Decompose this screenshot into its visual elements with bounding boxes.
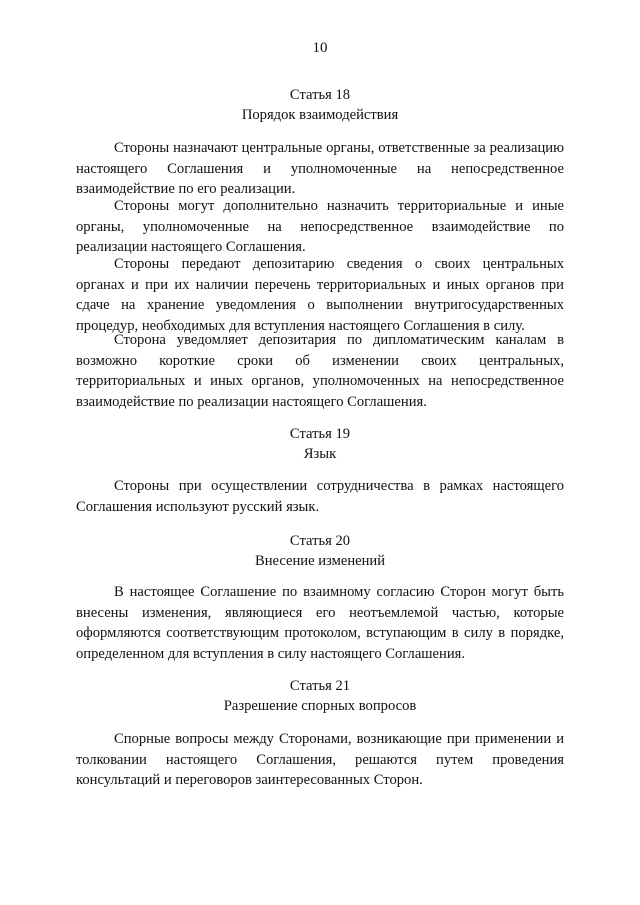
article-number: Статья 19	[289, 426, 351, 442]
article-title: Разрешение спорных вопросов	[223, 698, 417, 714]
article-number: Статья 18	[289, 87, 351, 103]
article-19-heading	[0, 424, 640, 464]
article-20-heading	[0, 531, 640, 571]
article-number: Статья 21	[289, 678, 351, 694]
article-19-paragraph-1: Стороны при осуществлении сотрудничества в рамках настоящего Соглашения используют русский язык.	[76, 478, 564, 515]
article-18-paragraph-1: Стороны назначают центральные органы, ответственные за реализацию настоящего Соглашения и уполномоченные на непосредственное взаимодействие по его реализации.	[76, 140, 564, 198]
article-18-paragraph-3: Стороны передают депозитарию сведения о своих центральных органах и при их наличии перечень территориальных и иных органов при сдаче на хранение уведомления о выполнении внутригосударственных процедур, необходимых для вступления настоящего Соглашения в силу.	[76, 256, 564, 334]
article-number: Статья 20	[289, 533, 351, 549]
article-20-paragraph-1: В настоящее Соглашение по взаимному согласию Сторон могут быть внесены изменения, являющиеся его неотъемлемой частью, которые оформляются соответствующим протоколом, вступающим в силу в порядке, определенном для вступления в силу настоящего Соглашения.	[76, 584, 564, 662]
article-title: Порядок взаимодействия	[241, 107, 399, 123]
article-18-paragraph-2: Стороны могут дополнительно назначить территориальные и иные органы, уполномоченные на непосредственное взаимодействие по реализации настоящего Соглашения.	[76, 198, 564, 256]
article-21-paragraph-1: Спорные вопросы между Сторонами, возникающие при применении и толковании настоящего Соглашения, решаются путем проведения консультаций и переговоров заинтересованных Сторон.	[76, 731, 564, 789]
article-21-heading	[0, 676, 640, 716]
article-18-heading	[0, 85, 640, 125]
article-title: Внесение изменений	[254, 553, 386, 569]
article-title: Язык	[303, 446, 337, 462]
page-number: 10	[312, 40, 328, 56]
article-18-paragraph-4: Сторона уведомляет депозитария по дипломатическим каналам в возможно короткие сроки об изменении своих центральных, территориальных и иных органов, уполномоченных на непосредственное взаимодействие по реализации настоящего Соглашения.	[76, 332, 564, 410]
